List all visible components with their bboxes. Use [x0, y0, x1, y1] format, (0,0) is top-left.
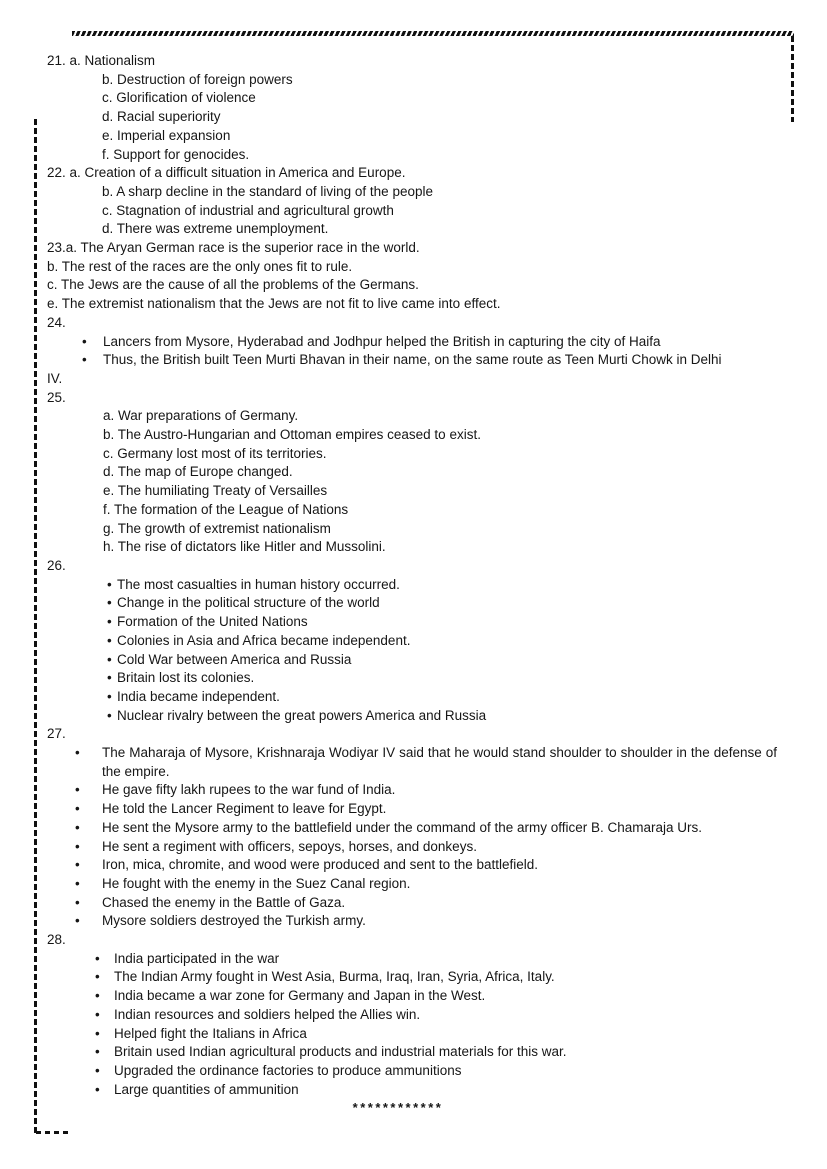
- bullet-icon: •: [75, 913, 80, 929]
- answers-list: [47, 52, 781, 1118]
- answer-line: c. The Jews are the cause of all the problems of the Germans.: [47, 277, 419, 293]
- bullet-icon: •: [82, 352, 87, 368]
- bullet-icon: •: [75, 875, 80, 891]
- bullet-item: [47, 838, 777, 857]
- bullet-icon: •: [75, 857, 80, 873]
- bullet-icon: •: [82, 333, 87, 349]
- bullet-icon: •: [75, 782, 80, 798]
- bullet-item: [47, 912, 777, 931]
- bullet-text: The most casualties in human history occurred.: [117, 576, 400, 592]
- answer-line: f. The formation of the League of Nations: [103, 501, 349, 517]
- bullet-item: [47, 707, 777, 726]
- answer-line: g. The growth of extremist nationalism: [103, 520, 331, 536]
- answer-line: c. Stagnation of industrial and agricultural growth: [102, 202, 394, 218]
- bullet-icon: •: [107, 670, 112, 686]
- answer-line: 26.: [47, 557, 66, 573]
- bullet-icon: •: [95, 1081, 100, 1097]
- bullet-icon: •: [107, 688, 112, 704]
- answer-line: h. The rise of dictators like Hitler and Mussolini.: [103, 539, 386, 555]
- bullet-item: [47, 987, 777, 1006]
- answer-line: d. There was extreme unemployment.: [102, 221, 329, 237]
- answer-line: b. A sharp decline in the standard of living of the people: [102, 183, 433, 199]
- bullet-item: [47, 800, 777, 819]
- bullet-text: Formation of the United Nations: [117, 614, 308, 630]
- bullet-text: India participated in the war: [114, 950, 280, 966]
- bullet-item: [47, 669, 777, 688]
- answer-line: e. Imperial expansion: [102, 127, 231, 143]
- bullet-item: [47, 632, 777, 651]
- answer-line: c. Glorification of violence: [102, 90, 256, 106]
- bullet-icon: •: [107, 576, 112, 592]
- answer-line: d. Racial superiority: [102, 109, 221, 125]
- bullet-text: Britain used Indian agricultural products and industrial materials for this war.: [114, 1044, 567, 1060]
- end-of-document-stars: ************: [352, 1100, 444, 1116]
- bullet-item: [47, 688, 777, 707]
- bullet-text: India became a war zone for Germany and Japan in the West.: [114, 988, 486, 1004]
- bullet-icon: •: [107, 651, 112, 667]
- bullet-item: [47, 1006, 777, 1025]
- answer-line: b. The Austro-Hungarian and Ottoman empires ceased to exist.: [103, 427, 481, 443]
- answer-line: e. The humiliating Treaty of Versailles: [103, 483, 328, 499]
- decorative-top-border: [72, 31, 794, 36]
- bullet-text: The Indian Army fought in West Asia, Burma, Iraq, Iran, Syria, Africa, Italy.: [114, 969, 555, 985]
- bullet-item: [47, 819, 777, 838]
- bullet-item: [47, 333, 777, 352]
- bullet-icon: •: [75, 838, 80, 854]
- answer-line: e. The extremist nationalism that the Jews are not fit to live came into effect.: [47, 296, 501, 312]
- bullet-item: [47, 1043, 777, 1062]
- bullet-item: [47, 744, 781, 781]
- bullet-icon: •: [107, 707, 112, 723]
- bullet-text: Large quantities of ammunition: [114, 1081, 299, 1097]
- bullet-icon: •: [95, 1062, 100, 1078]
- bullet-icon: •: [95, 1025, 100, 1041]
- bullet-text: Thus, the British built Teen Murti Bhavan in their name, on the same route as Teen Murti Chowk in Delhi: [103, 352, 722, 368]
- answer-line: b. Destruction of foreign powers: [102, 71, 293, 87]
- bullet-item: [47, 576, 777, 595]
- bullet-text: He fought with the enemy in the Suez Canal region.: [102, 875, 411, 891]
- bullet-item: [47, 856, 777, 875]
- answer-line: 24.: [47, 314, 66, 330]
- bullet-text: Nuclear rivalry between the great powers America and Russia: [117, 707, 487, 723]
- bullet-item: [47, 1025, 777, 1044]
- bullet-item: [47, 613, 777, 632]
- answer-line: d. The map of Europe changed.: [103, 464, 293, 480]
- answer-line: c. Germany lost most of its territories.: [103, 445, 327, 461]
- answer-line: 22. a. Creation of a difficult situation in America and Europe.: [47, 165, 406, 181]
- bullet-text: He gave fifty lakh rupees to the war fund of India.: [102, 782, 396, 798]
- answer-line: 23.a. The Aryan German race is the superior race in the world.: [47, 240, 420, 256]
- answer-line: f. Support for genocides.: [102, 146, 250, 162]
- bullet-text: Colonies in Asia and Africa became independent.: [117, 632, 411, 648]
- bullet-text: Chased the enemy in the Battle of Gaza.: [102, 894, 346, 910]
- bullet-text: He sent the Mysore army to the battlefield under the command of the army officer B. Chamaraja Urs.: [102, 819, 703, 835]
- bullet-icon: •: [75, 819, 80, 835]
- bullet-icon: •: [95, 988, 100, 1004]
- bullet-text: Helped fight the Italians in Africa: [114, 1025, 307, 1041]
- bullet-icon: •: [95, 969, 100, 985]
- bullet-icon: •: [75, 745, 80, 761]
- bullet-icon: •: [107, 632, 112, 648]
- answer-line: 25.: [47, 389, 66, 405]
- bullet-text: India became independent.: [117, 688, 280, 704]
- decorative-left-border: [34, 119, 37, 1134]
- bullet-text: Iron, mica, chromite, and wood were produced and sent to the battlefield.: [102, 857, 539, 873]
- bullet-text: Indian resources and soldiers helped the Allies win.: [114, 1006, 421, 1022]
- bullet-item: [47, 781, 777, 800]
- bullet-icon: •: [95, 1044, 100, 1060]
- bullet-item: [47, 968, 777, 987]
- bullet-icon: •: [107, 614, 112, 630]
- answer-line: b. The rest of the races are the only ones fit to rule.: [47, 258, 353, 274]
- bullet-item: [47, 1081, 777, 1100]
- bullet-text: Upgraded the ordinance factories to produce ammunitions: [114, 1062, 462, 1078]
- bullet-icon: •: [75, 894, 80, 910]
- answer-line: 28.: [47, 932, 66, 948]
- bullet-item: [47, 875, 777, 894]
- answer-line: IV.: [47, 370, 63, 386]
- bullet-item: [47, 1062, 777, 1081]
- bullet-item: [47, 594, 777, 613]
- answer-line: 27.: [47, 726, 66, 742]
- bullet-text: Change in the political structure of the world: [117, 595, 380, 611]
- decorative-right-border: [791, 36, 794, 122]
- decorative-bottom-border: [36, 1131, 70, 1134]
- bullet-text: Britain lost its colonies.: [117, 670, 255, 686]
- bullet-item: [47, 351, 777, 370]
- bullet-text: Cold War between America and Russia: [117, 651, 352, 667]
- bullet-text: Lancers from Mysore, Hyderabad and Jodhpur helped the British in capturing the city of Haifa: [103, 333, 661, 349]
- bullet-item: [47, 950, 777, 969]
- bullet-text: The Maharaja of Mysore, Krishnaraja Wodiyar IV said that he would stand shoulder to shoulder in the defense of the empire.: [102, 745, 781, 779]
- bullet-icon: •: [95, 1006, 100, 1022]
- bullet-item: [47, 894, 777, 913]
- answer-line: 21. a. Nationalism: [47, 53, 156, 68]
- answer-line: a. War preparations of Germany.: [103, 408, 299, 424]
- bullet-text: Mysore soldiers destroyed the Turkish army.: [102, 913, 366, 929]
- bullet-item: [47, 651, 777, 670]
- bullet-icon: •: [107, 595, 112, 611]
- bullet-icon: •: [95, 950, 100, 966]
- bullet-text: He told the Lancer Regiment to leave for Egypt.: [102, 801, 387, 817]
- bullet-text: He sent a regiment with officers, sepoys, horses, and donkeys.: [102, 838, 477, 854]
- bullet-icon: •: [75, 801, 80, 817]
